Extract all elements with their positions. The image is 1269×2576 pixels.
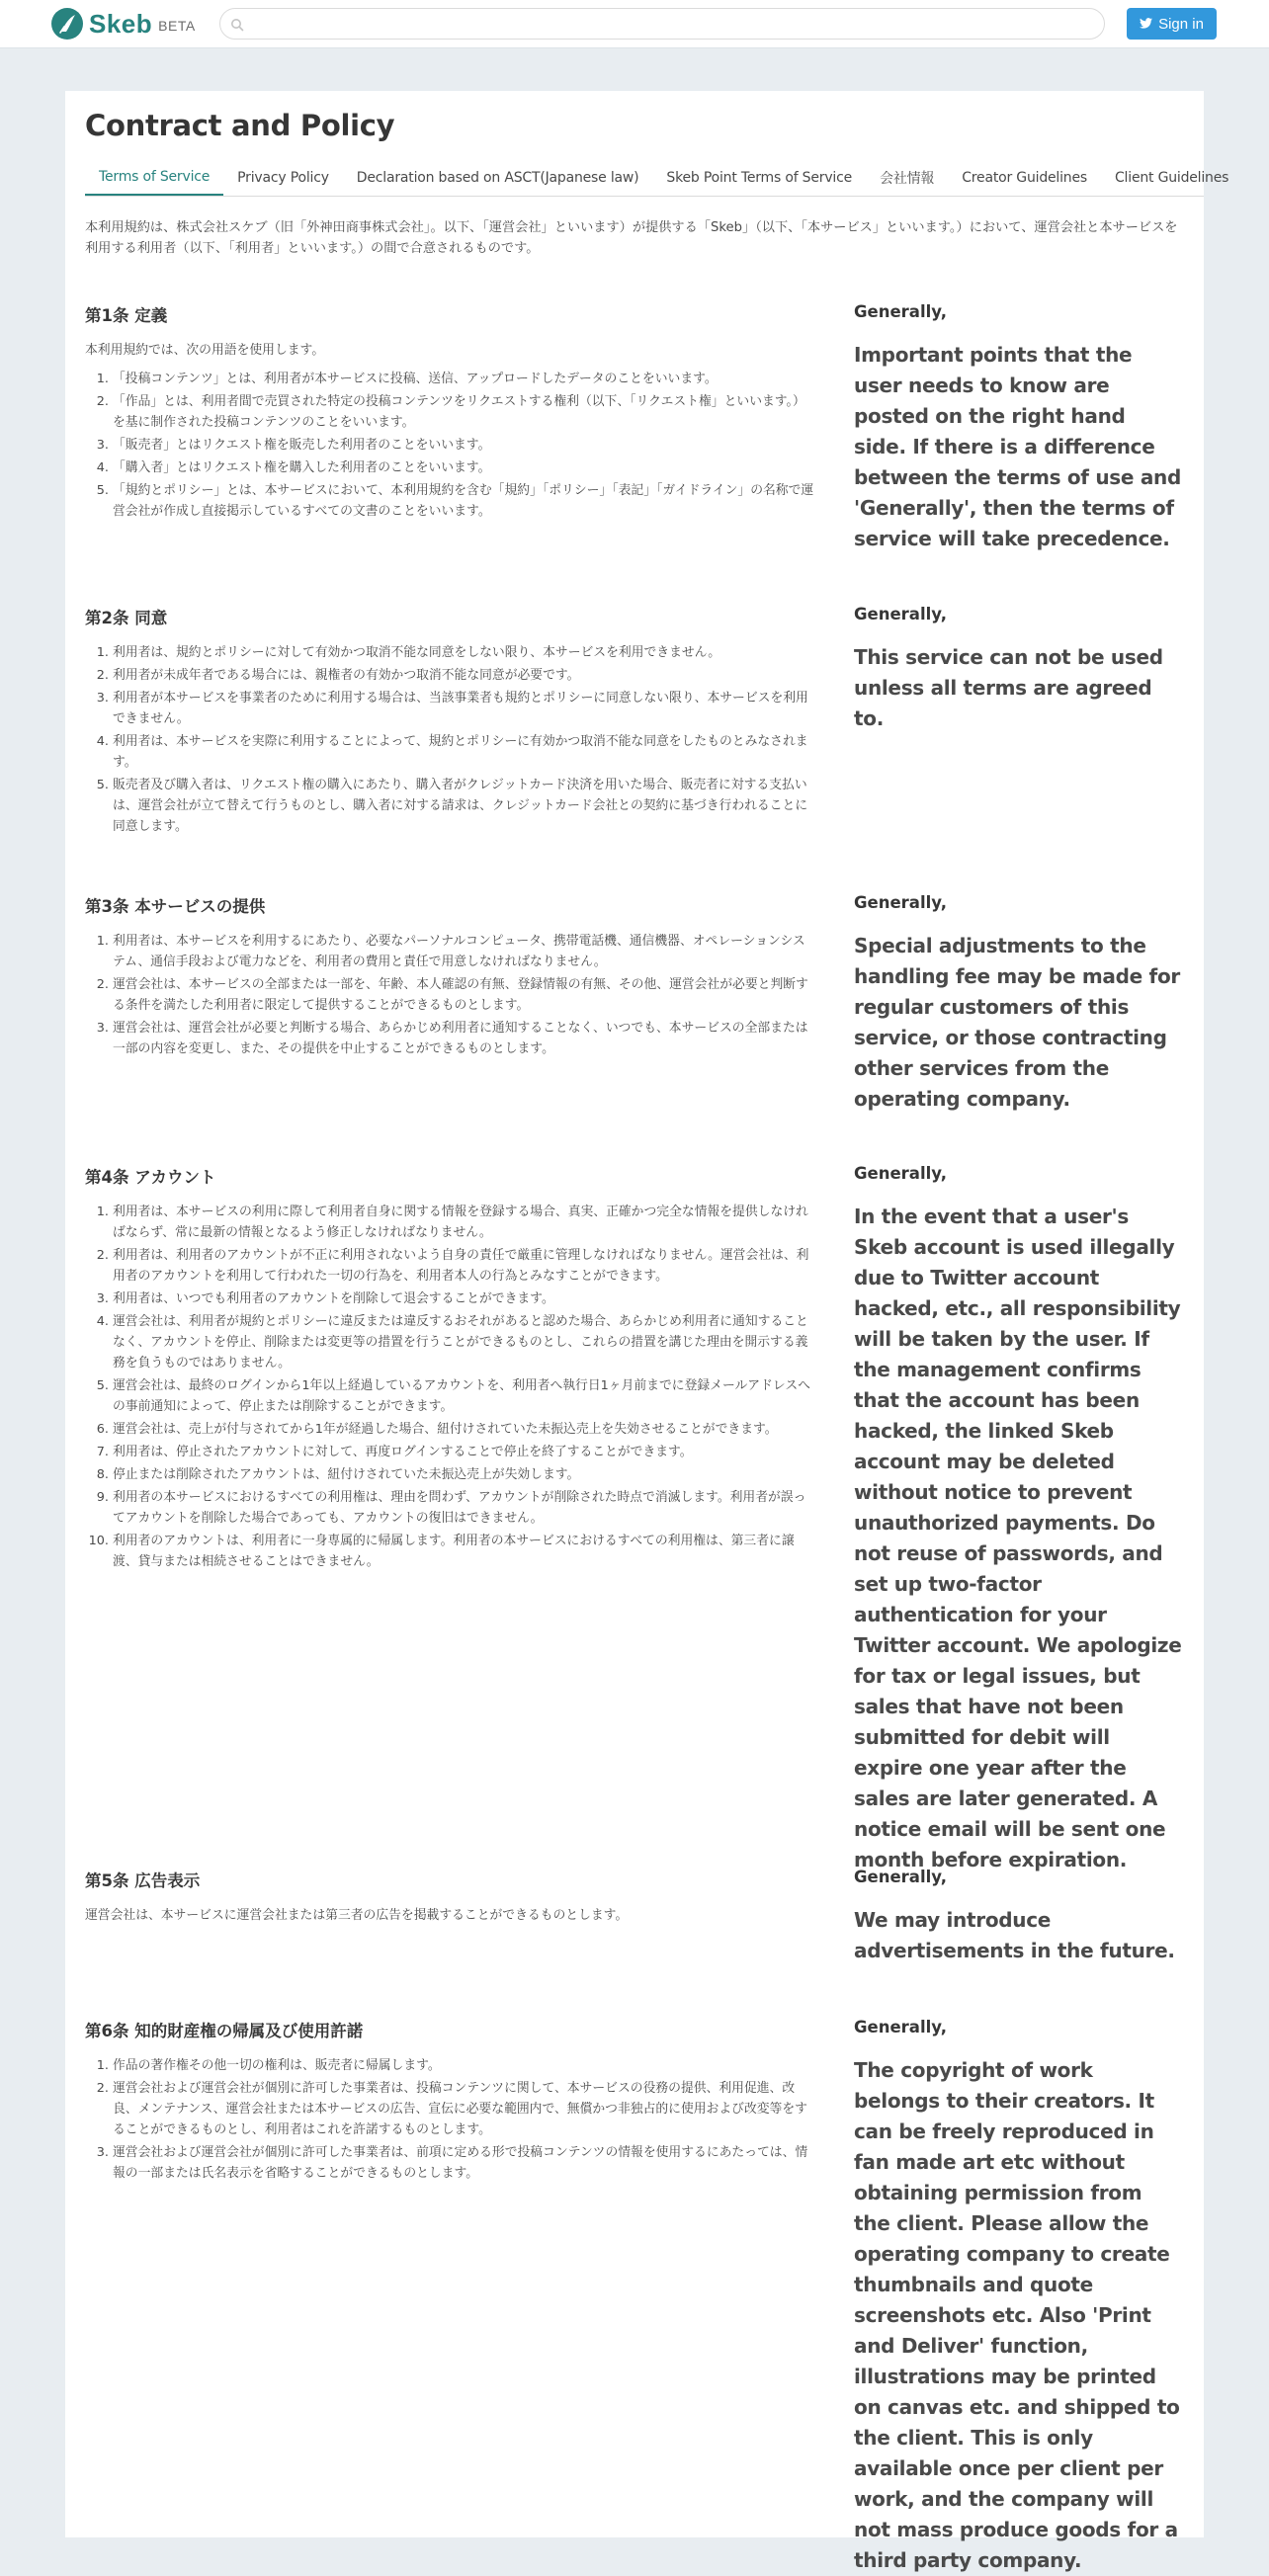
intro-text: 本利用規約は、株式会社スケブ（旧「外神田商事株式会社」。以下、「運営会社」といいます）が提供する「Skeb」（以下、「本サービス」といいます。）において、運営会社と本サービスを利用する利用者（以下、「利用者」といいます。）の間で合意されるものです。 bbox=[85, 220, 1178, 256]
skeb-logo[interactable] bbox=[51, 8, 196, 40]
list-item: 1. 作品の著作権その他一切の権利は、販売者に帰属します。 bbox=[113, 2055, 816, 2076]
list-item: 4. 運営会社は、利用者が規約とポリシーに違反または違反するおそれがあると認めた場合、あらかじめ利用者に通知することなく、アカウントを停止、削除または変更等の措置を行うことができるものとし、これらの措置を講じた理由を開示する義務を負うものではありません。 bbox=[113, 1311, 816, 1373]
list-item: 1. 利用者は、本サービスを利用するにあたり、必要なパーソナルコンピュータ、携帯電話機、通信機器、オペレーションシステム、通信手段および電力などを、利用者の費用と責任で用意しなければなりません。 bbox=[113, 931, 816, 972]
article-list bbox=[85, 1202, 816, 1572]
list-item: 2. 運営会社は、本サービスの全部または一部を、年齢、本人確認の有無、登録情報の有無、その他、運営会社が必要と判断する条件を満たした利用者に限定して提供することができるものとします。 bbox=[113, 974, 816, 1016]
tab-company-info[interactable]: 会社情報 bbox=[880, 171, 935, 187]
article-list bbox=[85, 642, 816, 837]
article-list bbox=[85, 369, 816, 522]
article-title: 第2条 同意 bbox=[85, 609, 168, 627]
list-item: 5. 販売者及び購入者は、リクエスト権の購入にあたり、購入者がクレジットカード決済を用いた場合、販売者に対する支払いは、運営会社が立て替えて行うものとし、購入者に対する請求は、クレジットカード会社との契約に基づき行われることに同意します。 bbox=[113, 775, 816, 837]
beta-label: BETA bbox=[158, 18, 196, 34]
list-item: 2. 利用者が未成年者である場合には、親権者の有効かつ取消不能な同意が必要です。 bbox=[113, 665, 816, 686]
top-navbar bbox=[0, 0, 1269, 48]
twitter-bird-icon bbox=[1140, 16, 1152, 33]
generally-summary: In the event that a user's Skeb account is used illegally due to Twitter account hacked, etc., all responsibility will be taken by the user. If the management confirms that the account has been hacked, the linked Skeb account may be deleted without notice to prevent unauthorized payments. Do not reuse of passwords, and set up two-factor authentication for your Twitter account. We apologize for tax or legal issues, but sales that have not been submitted for debit will expire one year after the sales are later generated. A notice email will be sent one month before expiration. bbox=[854, 1205, 1182, 1871]
list-item: 5. 「規約とポリシー」とは、本サービスにおいて、本利用規約を含む「規約」「ポリシー」「表記」「ガイドライン」の名称で運営会社が作成し直接掲示しているすべての文書のことをいいます。 bbox=[113, 480, 816, 522]
search-icon bbox=[230, 17, 244, 31]
generally-summary: Important points that the user needs to know are posted on the right hand side. If there is a difference between the terms of use and 'Generally', then the terms of service will take precedence. bbox=[854, 343, 1181, 550]
article-title: 第6条 知的財産権の帰属及び使用許諾 bbox=[85, 2022, 364, 2040]
generally-label: Generally, bbox=[854, 1164, 947, 1183]
tab-creator-guidelines[interactable]: Creator Guidelines bbox=[962, 170, 1087, 186]
sign-in-label: Sign in bbox=[1158, 15, 1204, 33]
search-input[interactable] bbox=[252, 9, 1104, 39]
skeb-logo-icon bbox=[51, 8, 83, 40]
list-item: 5. 運営会社は、最終のログインから1年以上経過しているアカウントを、利用者へ執行日1ヶ月前までに登録メールアドレスへの事前通知によって、停止または削除することができます。 bbox=[113, 1375, 816, 1417]
generally-summary: We may introduce advertisements in the future. bbox=[854, 1908, 1175, 1962]
article-body bbox=[85, 1905, 816, 1934]
sign-in-button[interactable] bbox=[1127, 8, 1217, 40]
article-title: 第1条 定義 bbox=[85, 306, 168, 325]
list-item: 10. 利用者のアカウントは、利用者に一身専属的に帰属します。利用者の本サービスにおけるすべての利用権は、第三者に譲渡、貸与または相続させることはできません。 bbox=[113, 1531, 816, 1572]
list-item: 8. 停止または削除されたアカウントは、紐付けされていた未振込売上が失効します。 bbox=[113, 1464, 816, 1485]
article-title: 第4条 アカウント bbox=[85, 1168, 216, 1187]
list-item: 2. 運営会社および運営会社が個別に許可した事業者は、投稿コンテンツに関して、本サービスの役務の提供、利用促進、改良、メンテナンス、運営会社または本サービスの広告、宣伝に必要な範囲内で、無償かつ非独占的に使用および改変等をすることができるものとし、利用者はこれを許諾するものとします。 bbox=[113, 2078, 816, 2140]
article-title: 第5条 広告表示 bbox=[85, 1871, 201, 1890]
tab-skeb-point-terms[interactable]: Skeb Point Terms of Service bbox=[666, 170, 853, 186]
generally-summary: This service can not be used unless all terms are agreed to. bbox=[854, 645, 1163, 730]
article-body bbox=[85, 642, 816, 839]
article-lead: 運営会社は、本サービスに運営会社または第三者の広告を掲載することができるものとします。 bbox=[85, 1908, 629, 1923]
list-item: 2. 利用者は、利用者のアカウントが不正に利用されないよう自身の責任で厳重に管理しなければなりません。運営会社は、利用者のアカウントを利用して行われた一切の行為を、利用者本人の行為とみなすことができます。 bbox=[113, 1245, 816, 1287]
generally-label: Generally, bbox=[854, 893, 947, 912]
search-bar[interactable] bbox=[219, 8, 1105, 40]
list-item: 3. 利用者は、いつでも利用者のアカウントを削除して退会することができます。 bbox=[113, 1288, 816, 1309]
generally-summary: Special adjustments to the handling fee may be made for regular customers of this service, or those contracting other services from the operating company. bbox=[854, 934, 1180, 1111]
policy-card bbox=[65, 91, 1229, 2572]
article-body bbox=[85, 2055, 816, 2186]
list-item: 4. 利用者は、本サービスを実際に利用することによって、規約とポリシーに有効かつ取消不能な同意をしたものとみなされます。 bbox=[113, 731, 816, 773]
tab-terms-of-service[interactable]: Terms of Service bbox=[85, 160, 223, 196]
list-item: 1. 利用者は、規約とポリシーに対して有効かつ取消不能な同意をしない限り、本サービスを利用できません。 bbox=[113, 642, 816, 663]
generally-label: Generally, bbox=[854, 2018, 947, 2036]
generally-label: Generally, bbox=[854, 302, 947, 321]
article-lead: 本利用規約では、次の用語を使用します。 bbox=[85, 343, 325, 358]
list-item: 3. 運営会社は、運営会社が必要と判断する場合、あらかじめ利用者に通知することなく、いつでも、本サービスの全部または一部の内容を変更し、また、その提供を中止することができるものとします。 bbox=[113, 1018, 816, 1059]
generally-summary: The copyright of work belongs to their creators. It can be freely reproduced in fan made art etc without obtaining permission from the client. Please allow the operating company to create thumbnails and quote screenshots etc. Also 'Print and Deliver' function, illustrations may be printed on canvas etc. and shipped to the client. This is only available once per client per work, and the company will not mass produce goods for a third party company. bbox=[854, 2058, 1180, 2572]
logo-text: Skeb bbox=[89, 8, 153, 39]
list-item: 3. 運営会社および運営会社が個別に許可した事業者は、前項に定める形で投稿コンテンツの情報を使用するにあたっては、情報の一部または氏名表示を省略することができるものとします。 bbox=[113, 2142, 816, 2184]
tab-asct-declaration[interactable]: Declaration based on ASCT(Japanese law) bbox=[356, 170, 639, 186]
list-item: 2. 「作品」とは、利用者間で売買された特定の投稿コンテンツをリクエストする権利（以下、「リクエスト権」といいます。）を基に制作された投稿コンテンツのことをいいます。 bbox=[113, 391, 816, 433]
list-item: 6. 運営会社は、売上が付与されてから1年が経過した場合、紐付けされていた未振込売上を失効させることができます。 bbox=[113, 1419, 816, 1440]
tab-privacy-policy[interactable]: Privacy Policy bbox=[237, 170, 329, 186]
tab-client-guidelines[interactable]: Client Guidelines bbox=[1114, 170, 1229, 186]
list-item: 9. 利用者の本サービスにおけるすべての利用権は、理由を問わず、アカウントが削除された時点で消滅します。利用者が誤ってアカウントを削除した場合であっても、アカウントの復旧はできません。 bbox=[113, 1487, 816, 1529]
article-body bbox=[85, 1202, 816, 1574]
article-title: 第3条 本サービスの提供 bbox=[85, 897, 266, 916]
page-title: Contract and Policy bbox=[85, 109, 395, 142]
generally-label: Generally, bbox=[854, 605, 947, 623]
policy-tabs bbox=[85, 160, 1229, 197]
list-item: 1. 利用者は、本サービスの利用に際して利用者自身に関する情報を登録する場合、真実、正確かつ完全な情報を提供しなければならず、常に最新の情報となるよう修正しなければなりません。 bbox=[113, 1202, 816, 1243]
list-item: 1. 「投稿コンテンツ」とは、利用者が本サービスに投稿、送信、アップロードしたデータのことをいいます。 bbox=[113, 369, 816, 389]
list-item: 3. 利用者が本サービスを事業者のために利用する場合は、当該事業者も規約とポリシーに同意しない限り、本サービスを利用できません。 bbox=[113, 688, 816, 729]
article-body bbox=[85, 340, 816, 524]
article-list bbox=[85, 931, 816, 1059]
article-body bbox=[85, 931, 816, 1061]
article-list bbox=[85, 2055, 816, 2184]
list-item: 7. 利用者は、停止されたアカウントに対して、再度ログインすることで停止を終了することができます。 bbox=[113, 1442, 816, 1462]
generally-label: Generally, bbox=[854, 1868, 947, 1886]
list-item: 4. 「購入者」とはリクエスト権を購入した利用者のことをいいます。 bbox=[113, 457, 816, 478]
list-item: 3. 「販売者」とはリクエスト権を販売した利用者のことをいいます。 bbox=[113, 435, 816, 456]
